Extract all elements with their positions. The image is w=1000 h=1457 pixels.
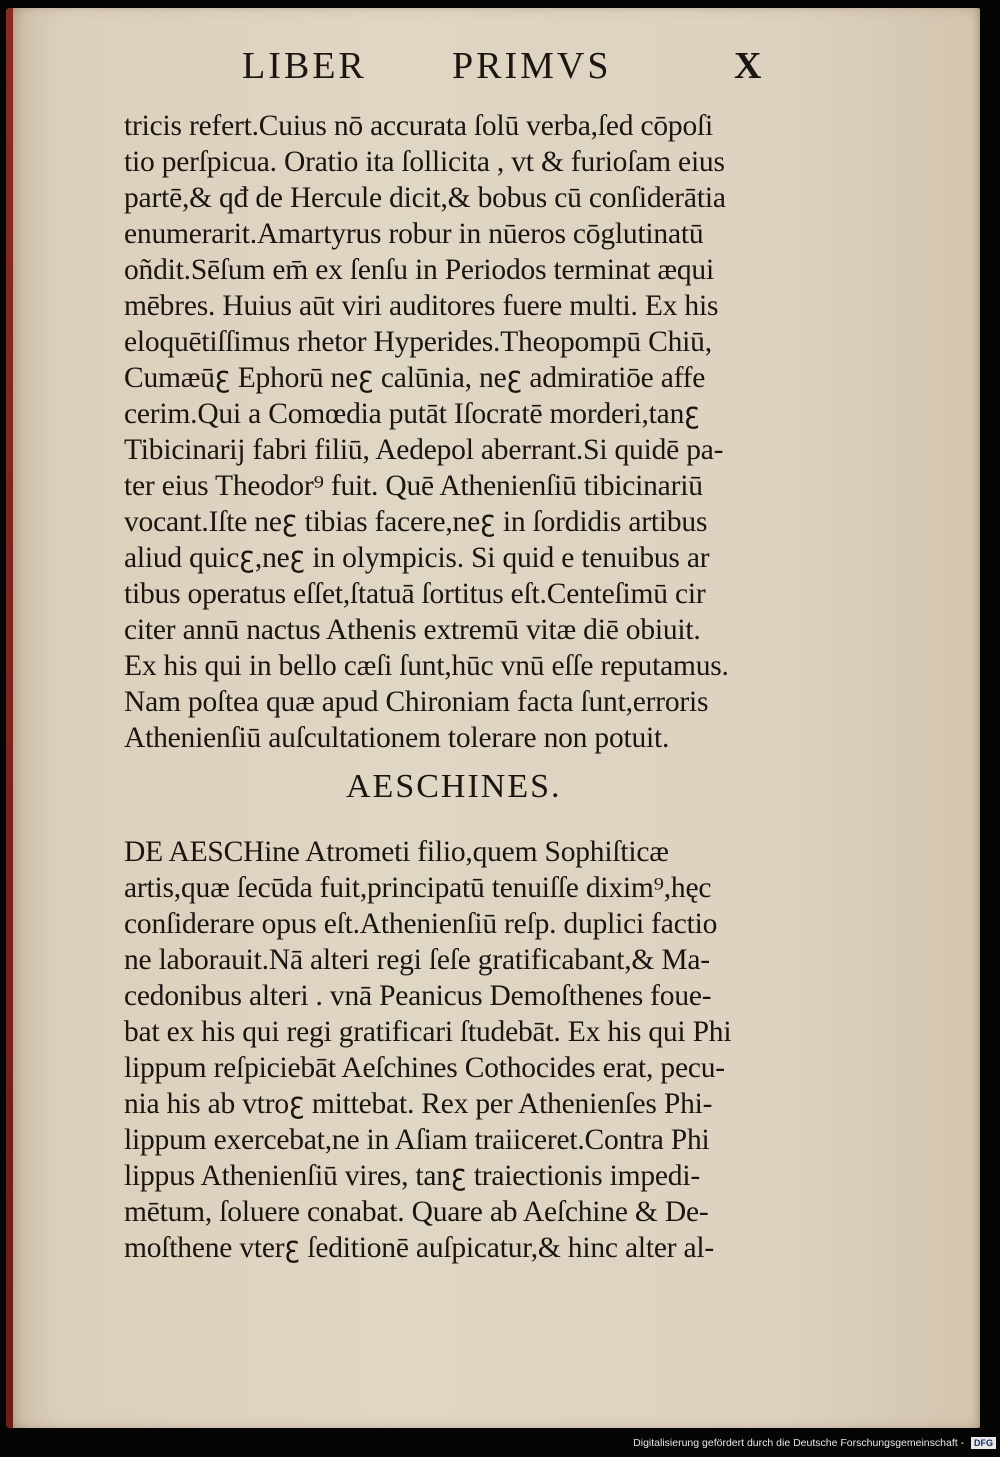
text-line: citer annū nactus Athenis extremū vitæ diē obiuit. (124, 614, 701, 646)
text-line: artis,quæ ſecūda fuit,principatū tenuiſſe dixim⁹,hęc (124, 872, 712, 904)
text-line: lippum reſpiciebāt Aeſchines Cothocides erat, pecu- (124, 1052, 725, 1084)
dfg-logo-icon: DFG (971, 1437, 996, 1449)
text-line: lippum exercebat,ne in Aſiam traiiceret.Contra Phi (124, 1124, 710, 1156)
text-line: partē,& qđ de Hercule dicit,& bobus cū conſiderātia (124, 182, 726, 214)
text-line: moſthene vterꜫ ſeditionē auſpicatur,& hinc alter al- (124, 1232, 715, 1264)
text-line: cedonibus alteri . vnā Peanicus Demoſthenes foue- (124, 980, 712, 1012)
text-block-top (124, 108, 824, 756)
text-line: vocant.Iſte neꜫ tibias facere,neꜫ in ſordidis artibus (124, 506, 708, 538)
text-line: bat ex his qui regi gratificari ſtudebāt. Ex his qui Phi (124, 1016, 732, 1048)
text-line: Nam poſtea quæ apud Chironiam facta ſunt,erroris (124, 686, 709, 718)
text-line: eloquētiſſimus rhetor Hyperides.Theopompū Chiū, (124, 326, 712, 358)
section-heading-aeschines: AESCHINES. (346, 768, 562, 805)
text-line: Athenienſiū auſcultationem tolerare non potuit. (124, 722, 670, 754)
text-line: ne laborauit.Nā alteri regi ſeſe gratificabant,& Ma- (124, 944, 710, 976)
digitization-credit (560, 1437, 996, 1453)
running-header (242, 44, 802, 94)
text-line: Ex his qui in bello cæſi ſunt,hūc vnū eſſe reputamus. (124, 650, 729, 682)
text-line: oñdit.Sēſum em̄ ex ſenſu in Periodos terminat æqui (124, 254, 714, 286)
text-line: Tibicinarij fabri filiū, Aedepol aberrant.Si quidē pa- (124, 434, 724, 466)
text-line: enumerarit.Amartyrus robur in nūeros cōglutinatū (124, 218, 704, 250)
credit-text: Digitalisierung gefördert durch die Deutsche Forschungsgemeinschaft - (633, 1437, 965, 1449)
text-line: tio perſpicua. Oratio ita ſollicita , vt & furioſam eius (124, 146, 725, 178)
text-line: ter eius Theodor⁹ fuit. Quē Athenienſiū tibicinariū (124, 470, 703, 502)
text-line: tricis refert.Cuius nō accurata ſolū verba,ſed cōpoſi (124, 110, 714, 142)
text-line: nia his ab vtroꜫ mittebat. Rex per Athenienſes Phi- (124, 1088, 713, 1120)
text-line: aliud quicꜫ,neꜫ in olympicis. Si quid e tenuibus ar (124, 542, 710, 574)
running-title-liber: LIBER (242, 45, 367, 87)
book-spine-edge (6, 8, 13, 1428)
text-line: conſiderare opus eſt.Athenienſiū reſp. duplici factio (124, 908, 718, 940)
text-block-bottom (124, 834, 824, 1266)
text-line: Cumæūꜫ Ephorū neꜫ calūnia, neꜫ admiratiōe affe (124, 362, 706, 394)
book-page (6, 8, 980, 1428)
text-line: tibus operatus eſſet,ſtatuā ſortitus eſt.Centeſimū cir (124, 578, 706, 610)
text-line: cerim.Qui a Comœdia putāt Iſocratē morderi,tanꜫ (124, 398, 700, 430)
folio-number: X (734, 45, 765, 87)
running-title-primvs: PRIMVS (452, 45, 612, 87)
text-line: mētum, ſoluere conabat. Quare ab Aeſchine & De- (124, 1196, 709, 1228)
text-line: DE AESCHine Atrometi filio,quem Sophiſticæ (124, 836, 669, 868)
text-line: lippus Athenienſiū vires, tanꜫ traiectionis impedi- (124, 1160, 700, 1192)
text-line: mēbres. Huius aūt viri auditores fuere multi. Ex his (124, 290, 719, 322)
